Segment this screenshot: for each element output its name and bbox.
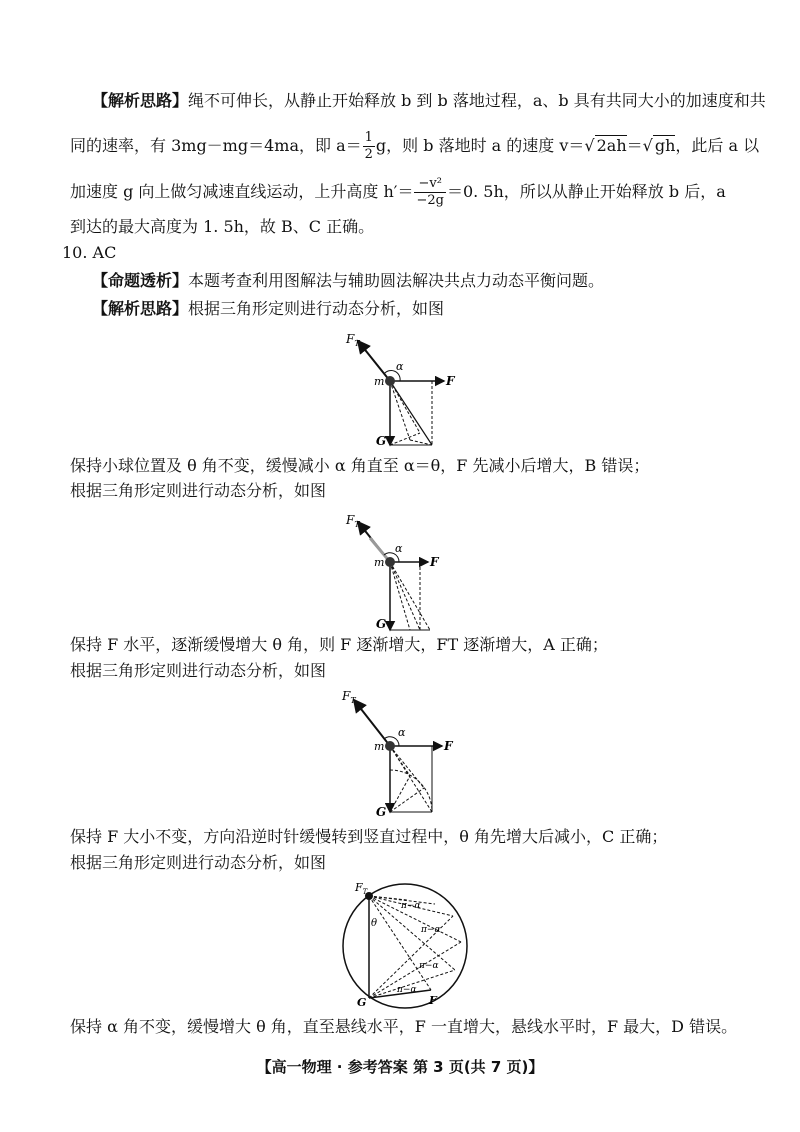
statement-1: 保持小球位置及 θ 角不变，缓慢减小 α 角直至 α＝θ，F 先减小后增大，B 错误； <box>70 456 650 475</box>
sqrt-sign: √ <box>584 136 595 155</box>
dashed-line <box>390 746 424 788</box>
label-ft: $F_T$ <box>342 689 356 705</box>
label-f: F <box>430 555 439 569</box>
label-ft: $F_T$ <box>346 513 360 529</box>
question-answer: 10. AC <box>62 243 117 262</box>
q10-intro <box>92 270 604 292</box>
label-pi-minus-alpha: π−α <box>419 961 439 971</box>
statement-2: 保持 F 水平，逐渐缓慢增大 θ 角，则 F 逐渐增大，FT 逐渐增大，A 正确； <box>70 635 608 654</box>
q10-analysis <box>92 298 444 320</box>
dashed-line <box>390 381 410 440</box>
analysis-3: 根据三角形定则进行动态分析，如图 <box>70 661 327 680</box>
label-alpha: α <box>395 542 403 555</box>
statement-3: 保持 F 大小不变，方向沿逆时针缓慢转到竖直过程中，θ 角先增大后减小，C 正确； <box>70 827 668 846</box>
statement-4: 保持 α 角不变，缓慢增大 θ 角，直至悬线水平，F 一直增大，悬线水平时，F 最大，D 错误。 <box>70 1017 738 1036</box>
figure-1 <box>340 325 460 455</box>
para1-line4: 到达的最大高度为 1. 5h，故 B、C 正确。 <box>70 217 375 236</box>
label-m: m <box>374 740 385 753</box>
frac-num: −v² <box>414 176 446 193</box>
para1-text3a: 加速度 g 向上做匀减速直线运动，上升高度 h′＝ <box>70 182 414 201</box>
ball <box>385 557 395 567</box>
fraction-height <box>414 176 446 209</box>
label-pi-minus-alpha: π−α <box>421 925 441 935</box>
para1-text3b: ＝0. 5h，所以从静止开始释放 b 后，a <box>446 182 726 201</box>
figure-2 <box>340 508 460 638</box>
fraction-half <box>363 130 375 163</box>
label-theta: θ <box>371 918 378 929</box>
para1-text2b: g，则 b 落地时 a 的速度 v＝ <box>375 136 585 155</box>
section-tag: 【解析思路】 <box>92 91 189 110</box>
label-pi-minus-alpha: π−α <box>401 901 421 911</box>
dashed-line <box>390 562 410 630</box>
label-alpha: α <box>398 726 406 739</box>
para1-line2 <box>70 130 759 163</box>
frac-den: 2 <box>364 147 373 162</box>
sqrt-gh: gh <box>654 136 676 155</box>
dashed-line <box>390 776 410 812</box>
label-f: F <box>446 374 455 388</box>
para1-text2a: 同的速率，有 3mg－mg＝4ma，即 a＝ <box>70 136 362 155</box>
label-g: G <box>376 617 387 631</box>
resultant-line <box>390 381 432 445</box>
label-f: F <box>429 994 437 1007</box>
analysis-4: 根据三角形定则进行动态分析，如图 <box>70 853 327 872</box>
label-m: m <box>374 556 385 569</box>
dashed-line <box>390 562 420 630</box>
ball <box>385 376 395 386</box>
analysis-text: 根据三角形定则进行动态分析，如图 <box>188 299 445 318</box>
label-pi-minus-alpha: π−α <box>397 985 417 995</box>
para1-line3 <box>70 176 726 209</box>
figure-4 <box>335 880 475 1015</box>
para1-line1 <box>92 90 766 112</box>
label-ft: $F_T$ <box>355 881 368 896</box>
para1-text2c: ＝ <box>626 136 643 155</box>
dashed-line <box>390 562 430 630</box>
dashed-line <box>369 896 431 990</box>
sqrt-sign: √ <box>642 136 653 155</box>
label-alpha: α <box>396 360 404 373</box>
sqrt-2ah: 2ah <box>596 136 627 155</box>
intro-text: 本题考查利用图解法与辅助圆法解决共点力动态平衡问题。 <box>188 271 605 290</box>
para1-text2d: ，此后 a 以 <box>675 136 760 155</box>
label-m: m <box>374 375 385 388</box>
label-g: G <box>376 434 387 448</box>
frac-den: −2g <box>416 193 444 208</box>
label-f: F <box>444 739 453 753</box>
analysis-2: 根据三角形定则进行动态分析，如图 <box>70 481 327 500</box>
aux-arc <box>390 770 432 812</box>
dashed-line <box>390 433 420 445</box>
label-ft: $F_T$ <box>346 332 360 348</box>
label-g: G <box>376 805 387 819</box>
section-tag: 【解析思路】 <box>92 299 189 318</box>
ball <box>385 741 395 751</box>
figure-3 <box>340 688 470 820</box>
para1-text1: 绳不可伸长，从静止开始释放 b 到 b 落地过程，a、b 具有共同大小的加速度和共 <box>188 91 766 110</box>
page-footer: 【高一物理 · 参考答案 第 3 页(共 7 页)】 <box>256 1058 544 1076</box>
dashed-line <box>390 788 424 812</box>
frac-num: 1 <box>364 130 373 145</box>
label-g: G <box>357 996 367 1009</box>
section-tag: 【命题透析】 <box>92 271 189 290</box>
